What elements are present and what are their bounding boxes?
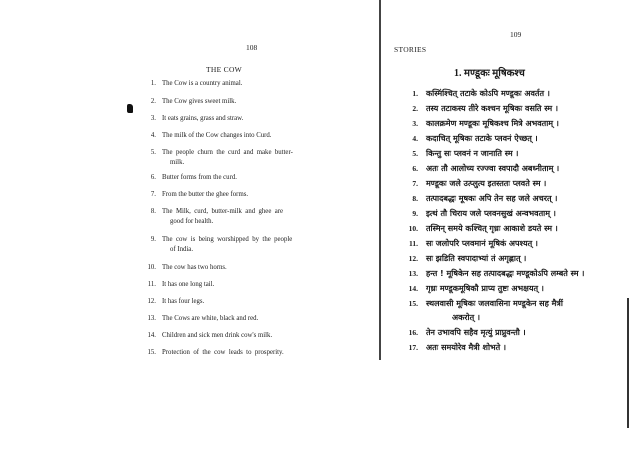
left-item-text: Children and sick men drink cow's milk. xyxy=(162,332,273,339)
right-item-text: इत्थं तौ चिराय जले प्लवनसुखं अन्वभवताम् । xyxy=(426,209,556,218)
right-item-number: 11. xyxy=(409,239,418,248)
right-item-text: किन्तु सः प्लवनं न जानाति स्म । xyxy=(426,149,519,158)
page-gutter-line xyxy=(379,0,381,360)
right-item-text: सः जलोपरि प्लवमानं मूषिकं अपश्यत् । xyxy=(426,239,538,248)
left-item-number: 6. xyxy=(150,174,156,181)
left-item-number: 11. xyxy=(147,281,156,288)
right-item-number: 13. xyxy=(408,269,418,278)
left-item-text: The cow has two horns. xyxy=(162,264,227,271)
right-item-text: अतः तौ आलोच्य रज्ज्वा स्वपादौ अबध्नीताम् । xyxy=(426,164,560,173)
left-item-number: 5. xyxy=(150,149,156,156)
left-item-number: 4. xyxy=(150,132,156,139)
left-item-number: 9. xyxy=(150,236,156,243)
right-item-text: तस्मिन् समये कश्चित् गृध्रः आकाशे डयते स्म । xyxy=(426,224,558,233)
right-item-number: 14. xyxy=(408,284,418,293)
left-item-text: Protection of the cow leads to prosperity. xyxy=(162,349,284,356)
right-item-text: कस्मिंश्चित् तटाके कोऽपि मण्डूकः अवर्तत । xyxy=(426,89,550,98)
left-item-text: The cow is being worshipped by the people xyxy=(162,236,293,243)
stray-ink-mark xyxy=(127,104,133,113)
left-item-text: The Milk, curd, butter-milk and ghee are xyxy=(162,208,284,215)
right-item-text: कालक्रमेण मण्डूकः मूषिकश्च मित्रे अभवताम् । xyxy=(426,119,559,128)
right-item-number: 8. xyxy=(412,194,418,203)
left-item-text: milk. xyxy=(170,159,185,166)
right-item-number: 12. xyxy=(408,254,418,263)
right-item-text: तत्पादबद्धः मूषकः अपि तेन सह जले अचरत् । xyxy=(426,194,558,203)
left-item-number: 12. xyxy=(147,298,156,305)
right-item-number: 10. xyxy=(408,224,418,233)
left-item-text: The milk of the Cow changes into Curd. xyxy=(162,132,272,139)
right-item-number: 2. xyxy=(412,104,418,113)
right-item-text: स्थलवासी मूषिकः जलवासिना मण्डूकेन सह मैत्रीं xyxy=(426,299,563,308)
right-item-number: 9. xyxy=(412,209,418,218)
left-item-number: 8. xyxy=(150,208,156,215)
left-item-text: It has one long tail. xyxy=(162,281,215,288)
right-section-heading: STORIES xyxy=(394,45,427,54)
right-item-number: 7. xyxy=(412,179,418,188)
right-item-number: 16. xyxy=(408,328,418,337)
right-item-number: 15. xyxy=(408,299,418,308)
right-item-text: अकरोत् । xyxy=(452,313,480,322)
left-item-text: The Cows are white, black and red. xyxy=(162,315,259,322)
right-item-text: तेन उभावपि सहैव मृत्युं प्राप्नुवन्तौ । xyxy=(426,328,526,337)
right-item-text: मण्डूकः जले उत्प्लुत्य इतस्ततः प्लवते स्म । xyxy=(426,179,547,188)
right-item-number: 4. xyxy=(412,134,418,143)
left-page-number: 108 xyxy=(246,43,258,52)
left-item-text: It eats grains, grass and straw. xyxy=(162,115,244,122)
right-item-number: 3. xyxy=(412,119,418,128)
left-item-number: 2. xyxy=(150,98,156,105)
right-item-text: अतः समयोरेव मैत्री शोभते । xyxy=(426,343,507,352)
left-item-number: 1. xyxy=(150,80,156,87)
left-item-number: 7. xyxy=(150,191,156,198)
left-item-text: From the butter the ghee forms. xyxy=(162,191,249,198)
left-item-number: 3. xyxy=(150,115,156,122)
left-item-text: The Cow gives sweet milk. xyxy=(162,98,237,105)
right-item-number: 17. xyxy=(408,343,418,352)
right-item-number: 5. xyxy=(412,149,418,158)
left-item-number: 15. xyxy=(147,349,156,356)
left-item-number: 13. xyxy=(147,315,156,322)
left-item-text: good for health. xyxy=(170,218,214,225)
left-item-text: It has four legs. xyxy=(162,298,205,305)
left-item-number: 14. xyxy=(147,332,156,339)
right-story-title: 1. मण्डूकः मूषिकश्च xyxy=(454,68,525,79)
right-item-number: 6. xyxy=(412,164,418,173)
right-item-text: कदाचित् मूषिकः तटाके प्लवनं ऐच्छत् । xyxy=(426,134,538,143)
left-item-number: 10. xyxy=(147,264,156,271)
right-item-text: तस्य तटाकस्य तीरे कश्चन मूषिकः वसति स्म । xyxy=(426,104,558,113)
right-item-text: गृध्रः मण्डूकमूषिकौ प्राप्य तुष्टः अभक्षयत् । xyxy=(426,284,544,293)
left-page-title: THE COW xyxy=(206,65,243,74)
right-edge-line xyxy=(627,298,629,428)
right-item-text: हन्त ! मूषिकेन सह तत्पादबद्धः मण्डूकोऽपि लम्बते स्म । xyxy=(426,269,585,278)
right-item-text: सः झडिति स्वपादाभ्यां तं अगृह्णात् । xyxy=(426,254,527,263)
left-item-text: The people churn the curd and make butter- xyxy=(162,149,293,156)
left-item-text: The Cow is a country animal. xyxy=(162,80,243,87)
left-item-text: of India. xyxy=(170,246,194,253)
left-item-text: Butter forms from the curd. xyxy=(162,174,237,181)
right-page-number: 109 xyxy=(510,30,522,39)
right-item-number: 1. xyxy=(412,89,418,98)
